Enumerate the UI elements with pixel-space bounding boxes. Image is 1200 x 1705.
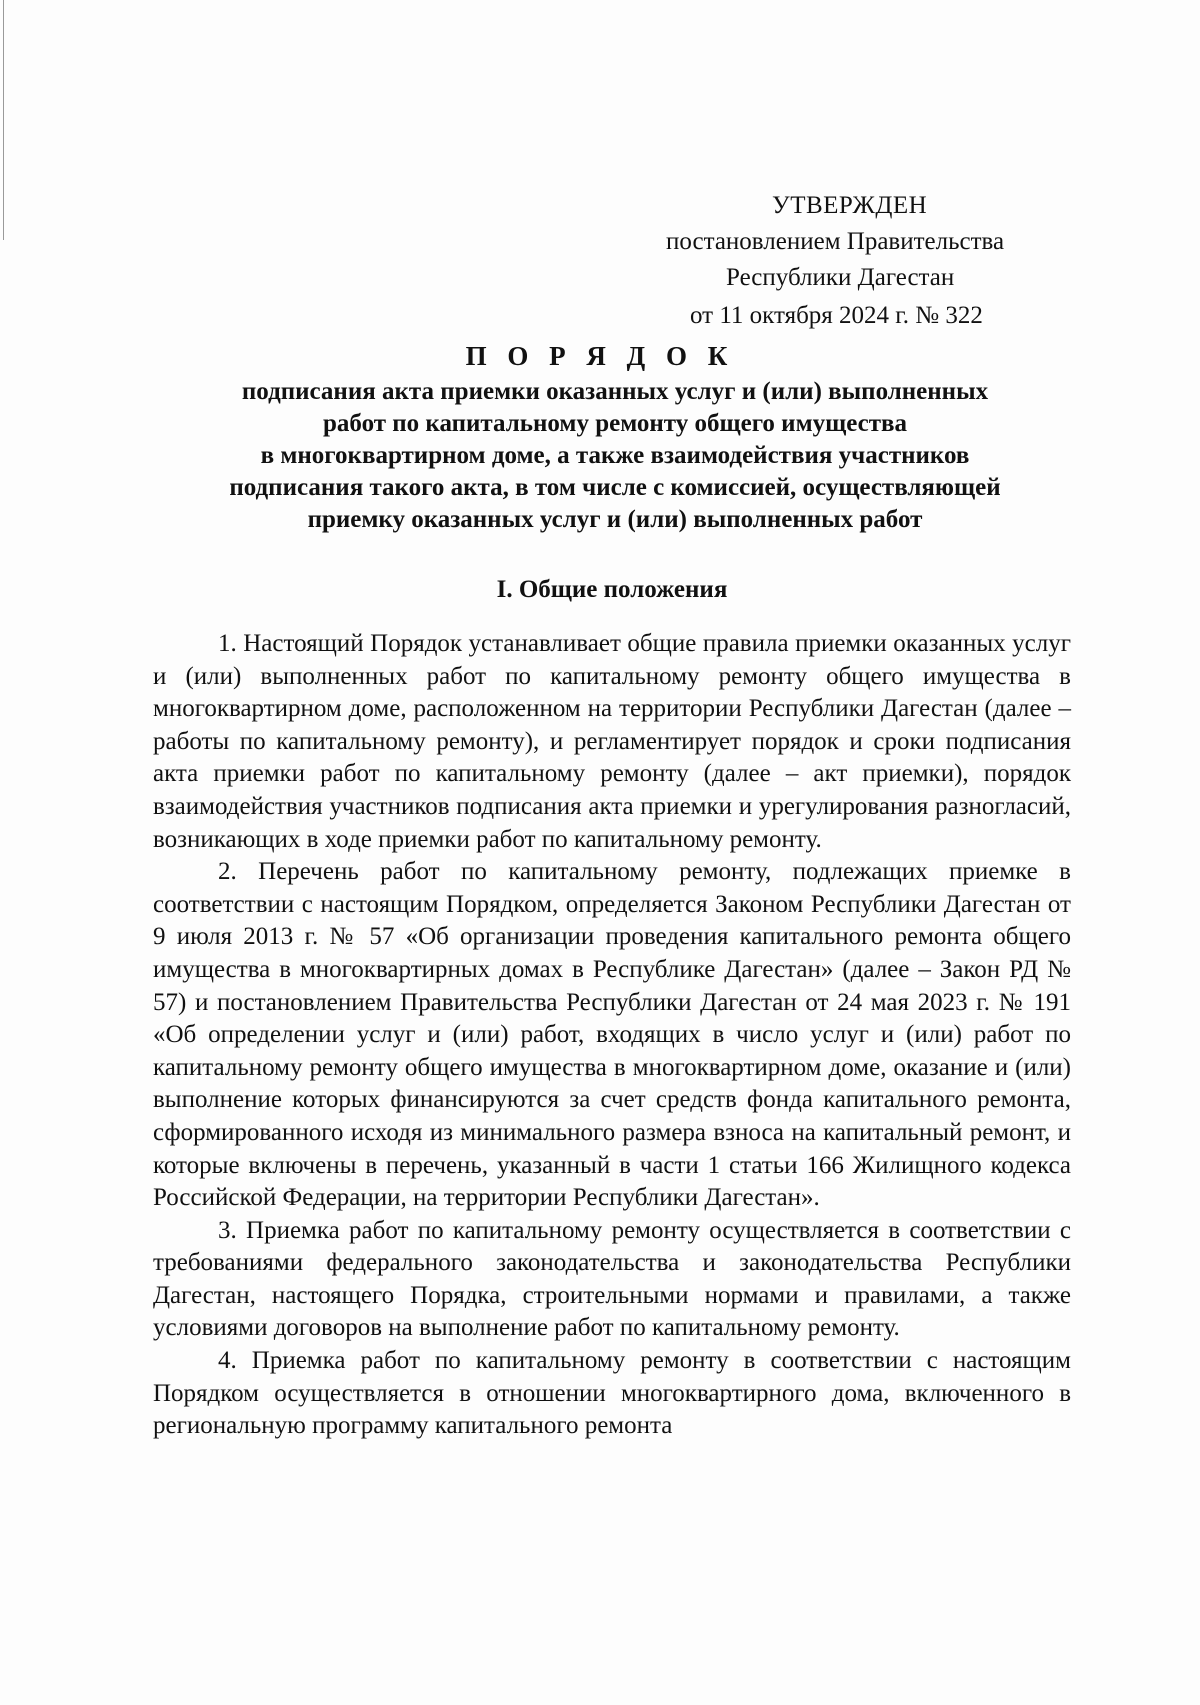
approval-title: УТВЕРЖДЕН [772,192,928,219]
approval-line-2: Республики Дагестан [726,264,955,291]
subtitle-line: в многоквартирном доме, а также взаимодействия участников [260,442,970,469]
document-body [153,628,1071,1443]
document-title: П О Р Я Д О К [465,341,735,371]
paragraph-1: 1. Настоящий Порядок устанавливает общие правила приемки оказанных услуг и (или) выполненных работ по капитальному ремонту общего имущества в многоквартирном доме, расположенном на территории Республики Дагестан (далее – работы по капитальному ремонту), и регламентирует порядок и сроки подписания акта приемки работ по капитальному ремонту (далее – акт приемки), порядок взаимодействия участников подписания акта приемки и урегулирования разногласий, возникающих в ходе приемки работ по капитальному ремонту. [153,630,1071,853]
subtitle-line: работ по капитальному ремонту общего имущества [323,410,907,437]
approval-line-1: постановлением Правительства [666,228,1005,255]
subtitle-line: приемку оказанных услуг и (или) выполненных работ [307,506,923,533]
paragraph-2: 2. Перечень работ по капитальному ремонту, подлежащих приемке в соответствии с настоящим Порядком, определяется Законом Республики Дагестан от 9 июля 2013 г. № 57 «Об организации проведения капитального ремонта общего имущества в многоквартирных домах в Республике Дагестан» (далее – Закон РД № 57) и постановлением Правительства Республики Дагестан от 24 мая 2023 г. № 191 «Об определении услуг и (или) работ, входящих в число услуг и (или) работ по капитальному ремонту общего имущества в многоквартирном доме, оказание и (или) выполнение которых финансируются за счет средств фонда капитального ремонта, сформированного исходя из минимального размера взноса на капитальный ремонт, и которые включены в перечень, указанный в части 1 статьи 166 Жилищного кодекса Российской Федерации, на территории Республики Дагестан». [153,858,1071,1212]
subtitle-line: подписания акта приемки оказанных услуг и (или) выполненных [241,378,989,405]
scan-edge-line [3,0,4,240]
subtitle-line: подписания такого акта, в том числе с комиссией, осуществляющей [229,474,1001,501]
approval-date-number: от 11 октября 2024 г. № 322 [690,302,983,329]
section-heading: I. Общие положения [496,576,728,603]
paragraph-3: 3. Приемка работ по капитальному ремонту осуществляется в соответствии с требованиями федерального законодательства и законодательства Республики Дагестан, настоящего Порядка, строительными нормами и правилами, а также условиями договоров на выполнение работ по капитальному ремонту. [153,1216,1071,1342]
paragraph-4: 4. Приемка работ по капитальному ремонту в соответствии с настоящим Порядком осуществляется в отношении многоквартирного дома, включенного в региональную программу капитального ремонта [153,1347,1071,1440]
document-subtitle [140,376,1090,536]
